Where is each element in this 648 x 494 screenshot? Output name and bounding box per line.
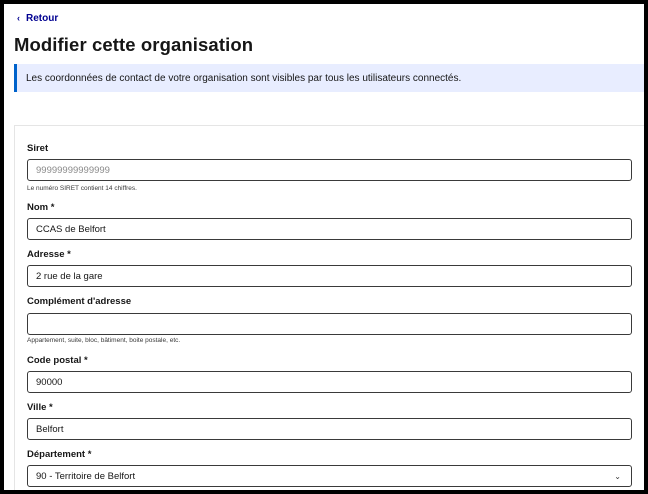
page-title: Modifier cette organisation: [14, 34, 254, 55]
adresse-input[interactable]: [27, 265, 632, 287]
chevron-left-icon: ‹: [17, 13, 20, 23]
siret-input[interactable]: [27, 159, 632, 181]
complement-label: Complément d'adresse: [27, 296, 132, 307]
nom-label: Nom *: [27, 202, 55, 213]
code-postal-label: Code postal *: [27, 355, 88, 366]
complement-input[interactable]: [27, 313, 632, 335]
siret-hint: Le numéro SIRET contient 14 chiffres.: [27, 185, 137, 192]
nom-input[interactable]: [27, 218, 632, 240]
siret-label: Siret: [27, 143, 49, 154]
back-link-label: Retour: [26, 13, 59, 24]
complement-hint: Appartement, suite, bloc, bâtiment, boite postale, etc.: [27, 337, 181, 344]
info-notice-text: Les coordonnées de contact de votre organisation sont visibles par tous les utilisateurs connectés.: [26, 72, 462, 84]
code-postal-input[interactable]: [27, 371, 632, 393]
ville-input[interactable]: [27, 418, 632, 440]
chevron-down-icon: ⌄: [614, 471, 621, 481]
back-link[interactable]: [17, 13, 58, 24]
ville-label: Ville *: [27, 402, 53, 413]
departement-select[interactable]: [27, 465, 632, 487]
departement-label: Département *: [27, 449, 92, 460]
adresse-label: Adresse *: [27, 249, 71, 260]
departement-selected-value: 90 - Territoire de Belfort: [36, 470, 136, 482]
info-notice: [14, 64, 648, 92]
